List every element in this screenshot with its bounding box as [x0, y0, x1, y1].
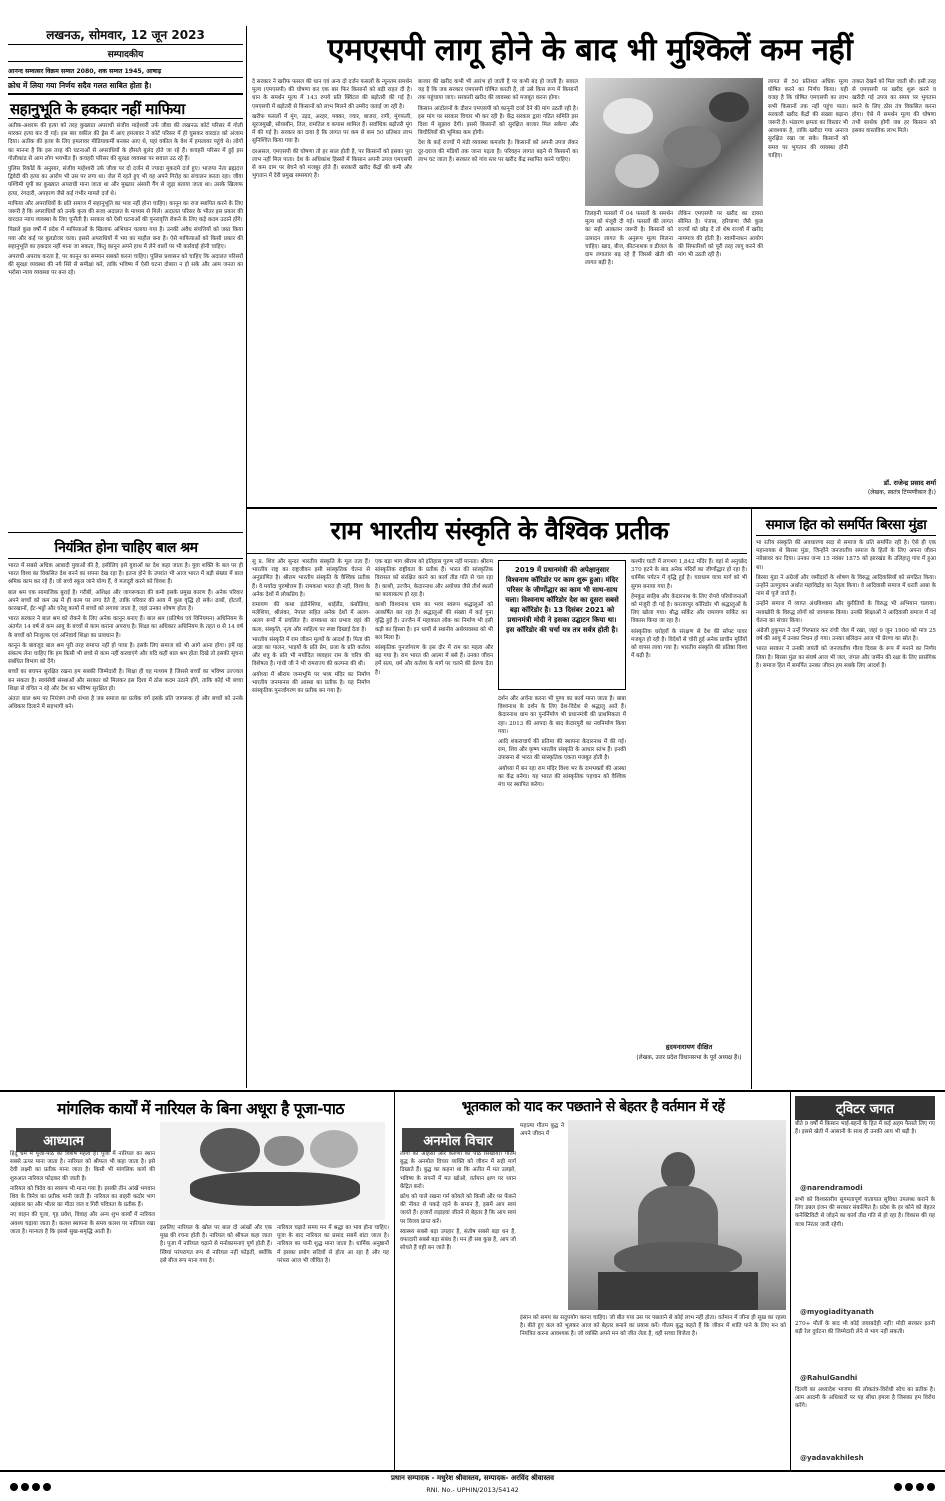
footer-dots-right — [894, 1483, 935, 1491]
ram-col2: एक बड़ा भाग श्रीराम को इतिहास पुरुष नहीं मानता। श्रीराम सांस्कृतिक राष्ट्रीयता के प्रतीक हैं। भारत की सांस्कृतिक विरासत को संरक्षित करने का कार्य तीव्र गति से चल रहा है। काशी, उज्जैन, केदारनाथ और अयोध्या जैसे तीर्थ स्थलों का कायाकल्प हो रहा है। काशी विश्वनाथ धाम का भव्य स्वरूप श्रद्धालुओं को आकर्षित कर रहा है। श्रद्धालुओं की संख्या में कई गुना वृद्धि हुई है। उज्जैन में महाकाल लोक का निर्माण भी इसी कड़ी का हिस्सा है। इन धामों से स्थानीय अर्थव्यवस्था को भी बल मिला है। सांस्कृतिक पुनर्जागरण के इस दौर में राम का महत्व और बढ़ गया है। राम भारत की आत्मा में बसे हैं। उनका जीवन हमें सत्य, धर्म और कर्तव्य के मार्ग पर चलने की प्रेरणा देता है। — [375, 559, 493, 676]
dateline: लखनऊ, सोमवार, 12 जून 2023 — [46, 28, 205, 42]
coconut-photo — [160, 1122, 385, 1220]
lead-byline-role: (लेखक, स्वतंत्र टिप्पणीकार हैं।) — [867, 489, 936, 496]
thought-of-day: क्रोध में लिया गया निर्णय सदैव गलत साबित होता है। — [8, 81, 152, 90]
lead-story-col1: दे सरकार ने खरीफ फसल की धान एवं अन्य दो दर्जन फसलों के न्यूनतम समर्थन मूल्य (एमएसपी) की घोषणा कर एक बार फिर किसानों को बड़ी राहत दी है। धान के समर्थन मूल्य में 143 रुपये प्रति क्विंटल की बढ़ोतरी की गई है। एमएसपी में बढ़ोतरी से किसानों को लाभ मिलने की उम्मीद जताई जा रही है। खरीफ फसलों में मूंग, उड़द, अरहर, मक्का, ज्वार, बाजरा, रागी, मूंगफली, सूरजमुखी, सोयाबीन, तिल, रामतिल व कपास शामिल हैं। सर्वाधिक बढ़ोतरी मूंग में की गई है। सरकार का दावा है कि लागत पर कम से कम 50 प्रतिशत लाभ सुनिश्चित किया गया है। दरअसल, एमएसपी की घोषणा तो हर साल होती है, पर किसानों को इसका पूरा लाभ नहीं मिल पाता। देश के अधिकांश हिस्सों में किसान अपनी उपज एमएसपी से कम दाम पर बेचने को मजबूर होते हैं। सरकारी खरीद केंद्रों की कमी और भुगतान में देरी प्रमुख समस्याएं हैं। — [252, 79, 412, 180]
ram-pullquote-box — [498, 560, 626, 690]
lead-story-col2: बाजार की खरीद कभी भी आरंभ हो जाती है पर कभी बंद हो जाती है। सवाल यह है कि जब सरकार एमएसपी घोषित करती है, तो उसे किस रूप में किसानों तक पहुंचाया जाए। सरकारी खरीद की व्यवस्था को मजबूत करना होगा। किसान आंदोलनों के दौरान एमएसपी को कानूनी दर्जा देने की मांग उठती रही है। इस मांग पर सरकार विचार भी कर रही है। केंद्र सरकार द्वारा गठित समिति इस दिशा में सुझाव देगी। इससे किसानों को सुरक्षित बाजार मिल सकेगा और बिचौलियों की भूमिका कम होगी। देश के कई राज्यों में मंडी व्यवस्था कमजोर है। किसानों को अपनी उपज लेकर दूर-दराज की मंडियों तक जाना पड़ता है। परिवहन लागत बढ़ने से किसानों का लाभ घट जाता है। सरकार को गांव स्तर पर खरीद केंद्र स्थापित करने चाहिए। — [418, 79, 578, 163]
past-label: अनमोल विचार — [402, 1128, 514, 1152]
footer-dots-left — [10, 1483, 51, 1491]
ram-col4: कश्मीर घाटी में लगभग 1,842 मंदिर हैं। वहां से अनुच्छेद 370 हटने के बाद अनेक मंदिरों का जीर्णोद्धार हो रहा है। धार्मिक पर्यटन में वृद्धि हुई है। चारधाम यात्रा मार्ग को भी सुगम बनाया गया है। हेमकुंड साहिब और केदारनाथ के लिए रोपवे परियोजनाओं को मंजूरी दी गई है। करतारपुर कॉरिडोर भी श्रद्धालुओं के लिए खोला गया। बौद्ध सर्किट और रामायण सर्किट का विकास किया जा रहा है। सांस्कृतिक धरोहरों के संरक्षण से देश की सॉफ्ट पावर मजबूत हो रही है। विदेशों से चोरी हुई अनेक प्राचीन मूर्तियों को वापस लाया गया है। भारतीय संस्कृति की प्रतिष्ठा विश्व में बढ़ी है। — [631, 559, 747, 660]
left-story-headline: सहानुभूति के हकदार नहीं माफिया — [10, 100, 185, 118]
tweet-2: सभी को विश्वस्तरीय सुगमतापूर्ण यातायात सुविधा उपलब्ध कराने के लिए डबल इंजन की सरकार संकल्पित है। प्रदेश के हर कोने को बेहतर कनेक्टिविटी से जोड़ने का कार्य तीव्र गति से हो रहा है। विकास की यह यात्रा निरंतर जारी रहेगी। — [795, 1197, 935, 1228]
handle-myogiadityanath[interactable]: @myogiadityanath — [800, 1308, 874, 1316]
ram-col1: सु प्र. शिव और सुन्दर भारतीय संस्कृति के मूल तत्व हैं। भारतीय राष्ट्र का राष्ट्रजीवन इसी सांस्कृतिक चेतना से अनुप्राणित है। श्रीराम भारतीय संस्कृति के वैश्विक प्रतीक हैं। वे मर्यादा पुरुषोत्तम हैं। रामकथा भारत ही नहीं, विश्व के अनेक देशों में लोकप्रिय है। रामायण की कथा इंडोनेशिया, थाईलैंड, कंबोडिया, मलेशिया, श्रीलंका, नेपाल सहित अनेक देशों में अलग-अलग रूपों में प्रचलित है। रामकथा का प्रभाव वहां की कला, संस्कृति, नृत्य और साहित्य पर स्पष्ट दिखाई देता है। भारतीय संस्कृति में राम जीवन मूल्यों के आदर्श हैं। पिता की आज्ञा का पालन, भाइयों के प्रति प्रेम, प्रजा के प्रति कर्तव्य और शत्रु के प्रति भी मर्यादित व्यवहार राम के चरित्र की विशेषता है। गांधी जी ने भी रामराज्य की कल्पना की थी। अयोध्या में श्रीराम जन्मभूमि पर भव्य मंदिर का निर्माण भारतीय जनमानस की आस्था का प्रतीक है। यह निर्माण सांस्कृतिक पुनर्जागरण का प्रतीक बन गया है। — [252, 559, 370, 695]
handle-yadavakhilesh[interactable]: @yadavakhilesh — [800, 1454, 864, 1462]
past-col2: इंसान को समय का सदुपयोग करना चाहिए। जो बीत गया उस पर पछताने से कोई लाभ नहीं होता। वर्तमान में जीना ही सुख का रहस्य है। बीते हुए कल को भूलकर आज को बेहतर बनाने का प्रयास करें। गौतम बुद्ध कहते हैं कि जीवन में शांति पाने के लिए मन को नियंत्रित करना आवश्यक है। जो व्यक्ति अपने मन को जीत लेता है, वही सच्चा विजेता है। — [520, 1315, 786, 1338]
tweet-4: दिल्ली का अध्यादेश भाजपा की लोकतंत्र-विरोधी सोच का प्रतीक है। आम आदमी के अधिकारों पर यह सीधा हमला है जिसका हम विरोध करेंगे। — [795, 1387, 935, 1410]
past-intro: महात्मा गौतम बुद्ध ने अपने जीवन में — [520, 1123, 564, 1138]
coconut-headline: मांगलिक कार्यों में नारियल के बिना अधूरा है पूजा-पाठ — [57, 1100, 344, 1118]
ram-byline-role: (लेखक, उत्तर प्रदेश विधानसभा के पूर्व अध्यक्ष हैं।) — [636, 1055, 742, 1061]
handle-narendramodi[interactable]: @narendramodi — [800, 1184, 863, 1192]
birsa-headline: समाज हित को समर्पित बिरसा मुंडा — [765, 517, 927, 533]
handle-rahulgandhi[interactable]: @RahulGandhi — [800, 1374, 858, 1382]
ram-col3: दर्शन और अर्चना करना भी पुण्य का कार्य माना जाता है। बाबा विश्वनाथ के दर्शन के लिए देश-विदेश से श्रद्धालु आते हैं। केदारनाथ धाम का पुनर्निर्माण भी प्रधानमंत्री की प्राथमिकता में रहा। 2013 की आपदा के बाद केदारपुरी का नवनिर्माण किया गया। आदि शंकराचार्य की प्रतिमा की स्थापना केदारनाथ में की गई। राम, शिव और कृष्ण भारतीय संस्कृति के आधार स्तंभ हैं। इनकी उपासना से भारत की सांस्कृतिक एकता मजबूत होती है। अयोध्या में बन रहा राम मंदिर विश्व भर के रामभक्तों की आस्था का केंद्र बनेगा। यह भारत की सांस्कृतिक पहचान को वैश्विक मंच पर स्थापित करेगा। — [498, 696, 626, 789]
twitter-title: ट्विटर जगत — [795, 1096, 935, 1120]
tweet-1: बीते 9 वर्षों में किसान भाई-बहनों के हित में कई अहम फैसले लिए गए हैं। इससे खेती में आसानी के साथ ही उनकी आय भी बढ़ी है। — [795, 1121, 935, 1136]
ram-headline: राम भारतीय संस्कृति के वैश्विक प्रतीक — [330, 516, 669, 545]
footer-rni: RNI. No.- UPHIN/2013/54142 — [426, 1486, 519, 1494]
child-labour-body: भारत में सबसे अधिक आबादी युवाओं की है, इसीलिए इसे युवाओं का देश कहा जाता है। युवा शक्ति के बल पर ही भारत विश्व का विकसित देश बनने का सपना देख रहा है। इतना होने के उपरांत भी आज भारत में बड़ी संख्या में बाल श्रमिक काम कर रहे हैं। जो बच्चे स्कूल जाने योग्य हैं, वे मजदूरी करने को विवश हैं। बाल श्रम एक सामाजिक बुराई है। गरीबी, अशिक्षा और जागरूकता की कमी इसके प्रमुख कारण हैं। अनेक परिवार अपने बच्चों को कम उम्र में ही काम पर लगा देते हैं, ताकि परिवार की आय में कुछ वृद्धि हो सके। ढाबों, होटलों, कारखानों, ईंट-भट्ठों और घरेलू कामों में बच्चों को लगाया जाता है, जहां उनका शोषण होता है। भारत सरकार ने बाल श्रम को रोकने के लिए अनेक कानून बनाए हैं। बाल श्रम (प्रतिषेध एवं विनियमन) अधिनियम के अंतर्गत 14 वर्ष से कम आयु के बच्चों से काम कराना अपराध है। शिक्षा का अधिकार अधिनियम के तहत 6 से 14 वर्ष के बच्चों को निःशुल्क एवं अनिवार्य शिक्षा का प्रावधान है। कानून के बावजूद बाल श्रम पूरी तरह समाप्त नहीं हो पाया है। इसके लिए समाज को भी आगे आना होगा। हमें यह संकल्प लेना चाहिए कि हम किसी भी बच्चे से काम नहीं करवाएंगे और यदि कहीं बाल श्रम होता दिखे तो इसकी सूचना संबंधित विभाग को देंगे। बच्चों का बचपन सुरक्षित रखना हम सबकी जिम्मेदारी है। शिक्षा ही वह माध्यम है जिससे बच्चों का भविष्य उज्ज्वल बन सकता है। स्वयंसेवी संस्थाओं और सरकार को मिलकर इस दिशा में ठोस कदम उठाने होंगे, ताकि कोई भी बच्चा शिक्षा से वंचित न रहे और देश का भविष्य सुरक्षित हो। अंततः बाल श्रम पर नियंत्रण तभी संभव है जब समाज का प्रत्येक वर्ग इसके प्रति जागरूक हो और बच्चों को उनके अधिकार दिलाने में सहभागी बने। — [8, 563, 243, 711]
lead-story-col5: लागत से 50 प्रतिशत अधिक मूल्य घोषित करने का निर्णय किया। यही वजह है कि घोषित एमएसपी का लाभ सभी किसानों तक नहीं पहुंच पाता। सरकारी खरीद केंद्रों की संख्या बढ़ाना जरूरी है। भंडारण क्षमता का विस्तार भी आवश्यक है, ताकि खरीदा गया अनाज सुरक्षित रखा जा सके। किसानों को समय पर भुगतान की व्यवस्था होनी चाहिए। — [768, 79, 848, 159]
past-col1: लोगों को अहिंसा और करुणा का पाठ सिखाया। गौतम बुद्ध के अनमोल विचार व्यक्ति को जीवन में सही मार्ग दिखाते हैं। बुद्ध का कहना था कि अतीत में मत उलझो, भविष्य के सपनों में मत खोओ, वर्तमान क्षण पर ध्यान केंद्रित करो। क्रोध को पाले रखना गर्म कोयले को किसी और पर फेंकने की नीयत से पकड़े रहने के समान है, इसमें आप स्वयं जलते हैं। हजारों लड़ाइयां जीतने से बेहतर है कि आप स्वयं पर विजय प्राप्त करें। स्वास्थ्य सबसे बड़ा उपहार है, संतोष सबसे बड़ा धन है, वफादारी सबसे बड़ा संबंध है। मन ही सब कुछ है, आप जो सोचते हैं वही बन जाते हैं। — [400, 1151, 516, 1252]
tweet-3: 270+ मौतों के बाद भी कोई जवाबदेही नहीं! मोदी सरकार इतनी बड़ी रेल दुर्घटना की जिम्मेदारी लेने से भाग नहीं सकती। — [795, 1321, 935, 1336]
footer-publisher: प्रधान सम्पादक - मधुरेश श्रीवास्तव, सम्पादक- अरविंद श्रीवास्तव — [390, 1474, 555, 1482]
grain-photo — [585, 78, 763, 206]
calendar-line: आनन्द सम्वत्सर विक्रम सम्वत 2080, शक सम्वत 1945, आषाढ़ — [8, 68, 162, 75]
lead-story-col4: लेकिन एमएसपी पर खरीद का दायरा सीमित है। पंजाब, हरियाणा जैसे कुछ राज्यों को छोड़ दें तो शेष राज्यों में खरीद नाममात्र की होती है। स्वामीनाथन आयोग की सिफारिशों को पूरी तरह लागू करने की मांग भी उठती रही है। — [678, 211, 763, 259]
lead-headline: एमएसपी लागू होने के बाद भी मुश्किलें कम नहीं — [327, 32, 853, 68]
coconut-label: आध्यात्म — [16, 1128, 111, 1152]
left-story-body: अतीक-अशरफ की हत्या को तरह कुख्यात अपराधी संजीव माहेश्वरी उर्फ जीवा की लखनऊ कोर्ट परिसर में गोली मारकर हत्या कर दी गई। इस बार वकील की ड्रेस में आए हमलावर ने कोर्ट परिसर में ही घुसकर वारदात को अंजाम दिया। अतीक की हत्या के लिए हमलावर मीडियाकर्मी बनकर आए थे, यहां वकील के वेश में हमलावर पहुंचे थे। लोगों का मानना है कि इस तरह की घटनाओं से अपराधियों के हौसले बुलंद होते जा रहे हैं। कचहरी परिसर में हुई इस गोलीकांड से आम लोग भयभीत हैं। कचहरी परिसर की सुरक्षा व्यवस्था पर सवाल उठ रहे हैं। पुलिस रिकॉर्ड के अनुसार, संजीव माहेश्वरी उर्फ जीवा पर दो दर्जन से ज्यादा मुकदमे दर्ज हुए। भाजपा नेता ब्रह्मदत्त द्विवेदी की हत्या का आरोप भी उस पर लगा था। जेल में रहते हुए भी वह अपने गिरोह का संचालन करता रहा। जीवा पश्चिमी यूपी का कुख्यात अपराधी माना जाता था और मुख्तार अंसारी गैंग से जुड़ा बताया जाता था। उसके खिलाफ हत्या, रंगदारी, अपहरण जैसे कई गंभीर मामले दर्ज थे। माफिया और अपराधियों के प्रति समाज में सहानुभूति का भाव नहीं होना चाहिए। कानून का राज स्थापित करने के लिए जरूरी है कि अपराधियों को उनके कृत्य की सजा अदालत के माध्यम से मिले। अदालत परिसर के भीतर इस प्रकार की वारदात न्याय व्यवस्था के लिए चुनौती है। सरकार को ऐसी घटनाओं की पुनरावृत्ति रोकने के लिए कड़े कदम उठाने होंगे। पिछले कुछ वर्षों में प्रदेश में माफियाओं के खिलाफ अभियान चलाया गया है। उनकी अवैध संपत्तियों को जब्त किया गया और कई पर बुलडोजर चला। इससे अपराधियों में भय का माहौल बना है। ऐसे माफियाओं को किसी प्रकार की सहानुभूति का हकदार नहीं माना जा सकता, किंतु कानून अपने हाथ में लेने वालों पर भी कार्रवाई होनी चाहिए। अपराधी अपराध करता है, पर कानून का सम्मान सबको करना चाहिए। पुलिस प्रशासन को चाहिए कि अदालत परिसरों की सुरक्षा व्यवस्था की नये सिरे से समीक्षा करे, ताकि भविष्य में ऐसी घटना दोबारा न हो सके और आम जनता का भरोसा न्याय व्यवस्था पर बना रहे। — [8, 123, 243, 277]
buddha-photo — [568, 1120, 786, 1310]
past-headline: भूतकाल को याद कर पछताने से बेहतर है वर्तमान में रहें — [461, 1099, 725, 1115]
ram-pullquote: 2019 में प्रधानमंत्री की अपेक्षानुसार विश्वनाथ कॉरिडोर पर काम शुरू हुआ। मंदिर परिसर के जीर्णोद्धार का काम भी साथ-साथ चला। विश्वनाथ कॉरिडोर देश का दूसरा सबसे बड़ा कॉरिडोर है। 13 दिसंबर 2021 को प्रधानमंत्री मोदी ने इसका उद्घाटन किया था। इस कॉरिडोर की चर्चा यत्र तत्र सर्वत्र होती है। — [505, 566, 619, 634]
lead-byline: डॉ. राजेन्द्र प्रसाद शर्मा — [883, 479, 936, 487]
section-label: सम्पादकीय — [107, 50, 144, 60]
lead-story-col3: तिलहनी फसलों में 04 फसलों के समर्थन मूल्य को मंजूरी दी गई। फसलों की लागत का सही आकलन जरूरी है। किसानों को उत्पादन लागत के अनुरूप मूल्य मिलना चाहिए। खाद, बीज, कीटनाशक व डीजल के दाम लगातार बढ़ रहे हैं जिससे खेती की लागत बढ़ी है। — [585, 211, 673, 267]
coconut-col2: इसलिए नारियल के खोल पर बाल दो आंखों और एक मुख की रचना होती है। नारियल को श्रीफल कहा जाता है। पूजा में नारियल चढ़ाने से मनोकामनाएं पूर्ण होती हैं। स्त्रियां परंपरागत रूप से नारियल नहीं फोड़तीं, क्योंकि इसे बीज रूप माना गया है। — [160, 1225, 272, 1264]
coconut-col3: नारियल चढ़ाते समय मन में श्रद्धा का भाव होना चाहिए। पूजा के बाद नारियल का प्रसाद सबमें बांटा जाता है। नारियल का पानी शुद्ध माना जाता है। धार्मिक अनुष्ठानों में इसका प्रयोग सदियों से होता आ रहा है और यह परंपरा आज भी जीवित है। — [277, 1225, 389, 1264]
lead-story-col6: ताकत देखने को मिल जाती थी। इसी तरह से एमएसपी पर खरीद शुरू करने व खरीदी गई उपज का समय पर भुगतान करने के लिए ठोस तंत्र विकसित करना होगा। ऐसे में समर्थन मूल्य की घोषणा तभी सार्थक होगी जब हर किसान को इसका वास्तविक लाभ मिले। — [852, 79, 936, 135]
ram-byline: हृदयनारायण दीक्षित — [665, 1043, 713, 1051]
child-labour-headline: नियंत्रित होना चाहिए बाल श्रम — [54, 540, 198, 556]
birsa-body: भा रतीय संस्कृति की अवधारणा सदा से समाज के प्रति समर्पित रही है। ऐसे ही एक महानायक थे बिरसा मुंडा, जिन्होंने जनजातीय समाज के हितों के लिए अपना जीवन न्योछावर कर दिया। उनका जन्म 15 नवंबर 1875 को झारखंड के उलिहातु गांव में हुआ था। बिरसा मुंडा ने अंग्रेजों और जमींदारों के शोषण के विरुद्ध आदिवासियों को संगठित किया। उन्होंने उलगुलान अर्थात महाविद्रोह का नेतृत्व किया। वे आदिवासी समाज में धरती आबा के नाम से पूजे जाते हैं। उन्होंने समाज में व्याप्त अंधविश्वास और कुरीतियों के विरुद्ध भी अभियान चलाया। नशाखोरी के विरुद्ध लोगों को जागरूक किया। उनकी शिक्षाओं ने आदिवासी समाज में नई चेतना का संचार किया। अंग्रेजी हुकूमत ने उन्हें गिरफ्तार कर रांची जेल में रखा, जहां 9 जून 1900 को मात्र 25 वर्ष की आयु में उनका निधन हो गया। उनका बलिदान आज भी प्रेरणा का स्रोत है। भारत सरकार ने उनकी जयंती को जनजातीय गौरव दिवस के रूप में मनाने का निर्णय लिया है। बिरसा मुंडा का संघर्ष आज भी जल, जंगल और जमीन की रक्षा के लिए प्रासंगिक है। समाज हित में समर्पित उनका जीवन हम सबके लिए आदर्श है। — [756, 540, 936, 669]
coconut-col1: हिंदू धर्म में पूजा-पाठ का विशेष महत्व है। पूजा में नारियल का स्थान सबसे ऊपर माना जाता है। नारियल को श्रीफल भी कहा जाता है। इसे देवी लक्ष्मी का प्रतीक माना जाता है। किसी भी मांगलिक कार्य की शुरुआत नारियल फोड़कर की जाती है। नारियल को त्रिदेव का स्वरूप भी माना गया है। इसकी तीन आंखें भगवान शिव के त्रिनेत्र का प्रतीक मानी जाती हैं। नारियल का बाहरी कठोर भाग अहंकार का और भीतर का मीठा जल व गिरी पवित्रता के प्रतीक हैं। नए वाहन की पूजा, गृह प्रवेश, विवाह और अन्य शुभ कार्यों में नारियल अवश्य चढ़ाया जाता है। कलश स्थापना के समय कलश पर नारियल रखा जाता है। मान्यता है कि इससे सुख-समृद्धि आती है। — [10, 1151, 155, 1235]
